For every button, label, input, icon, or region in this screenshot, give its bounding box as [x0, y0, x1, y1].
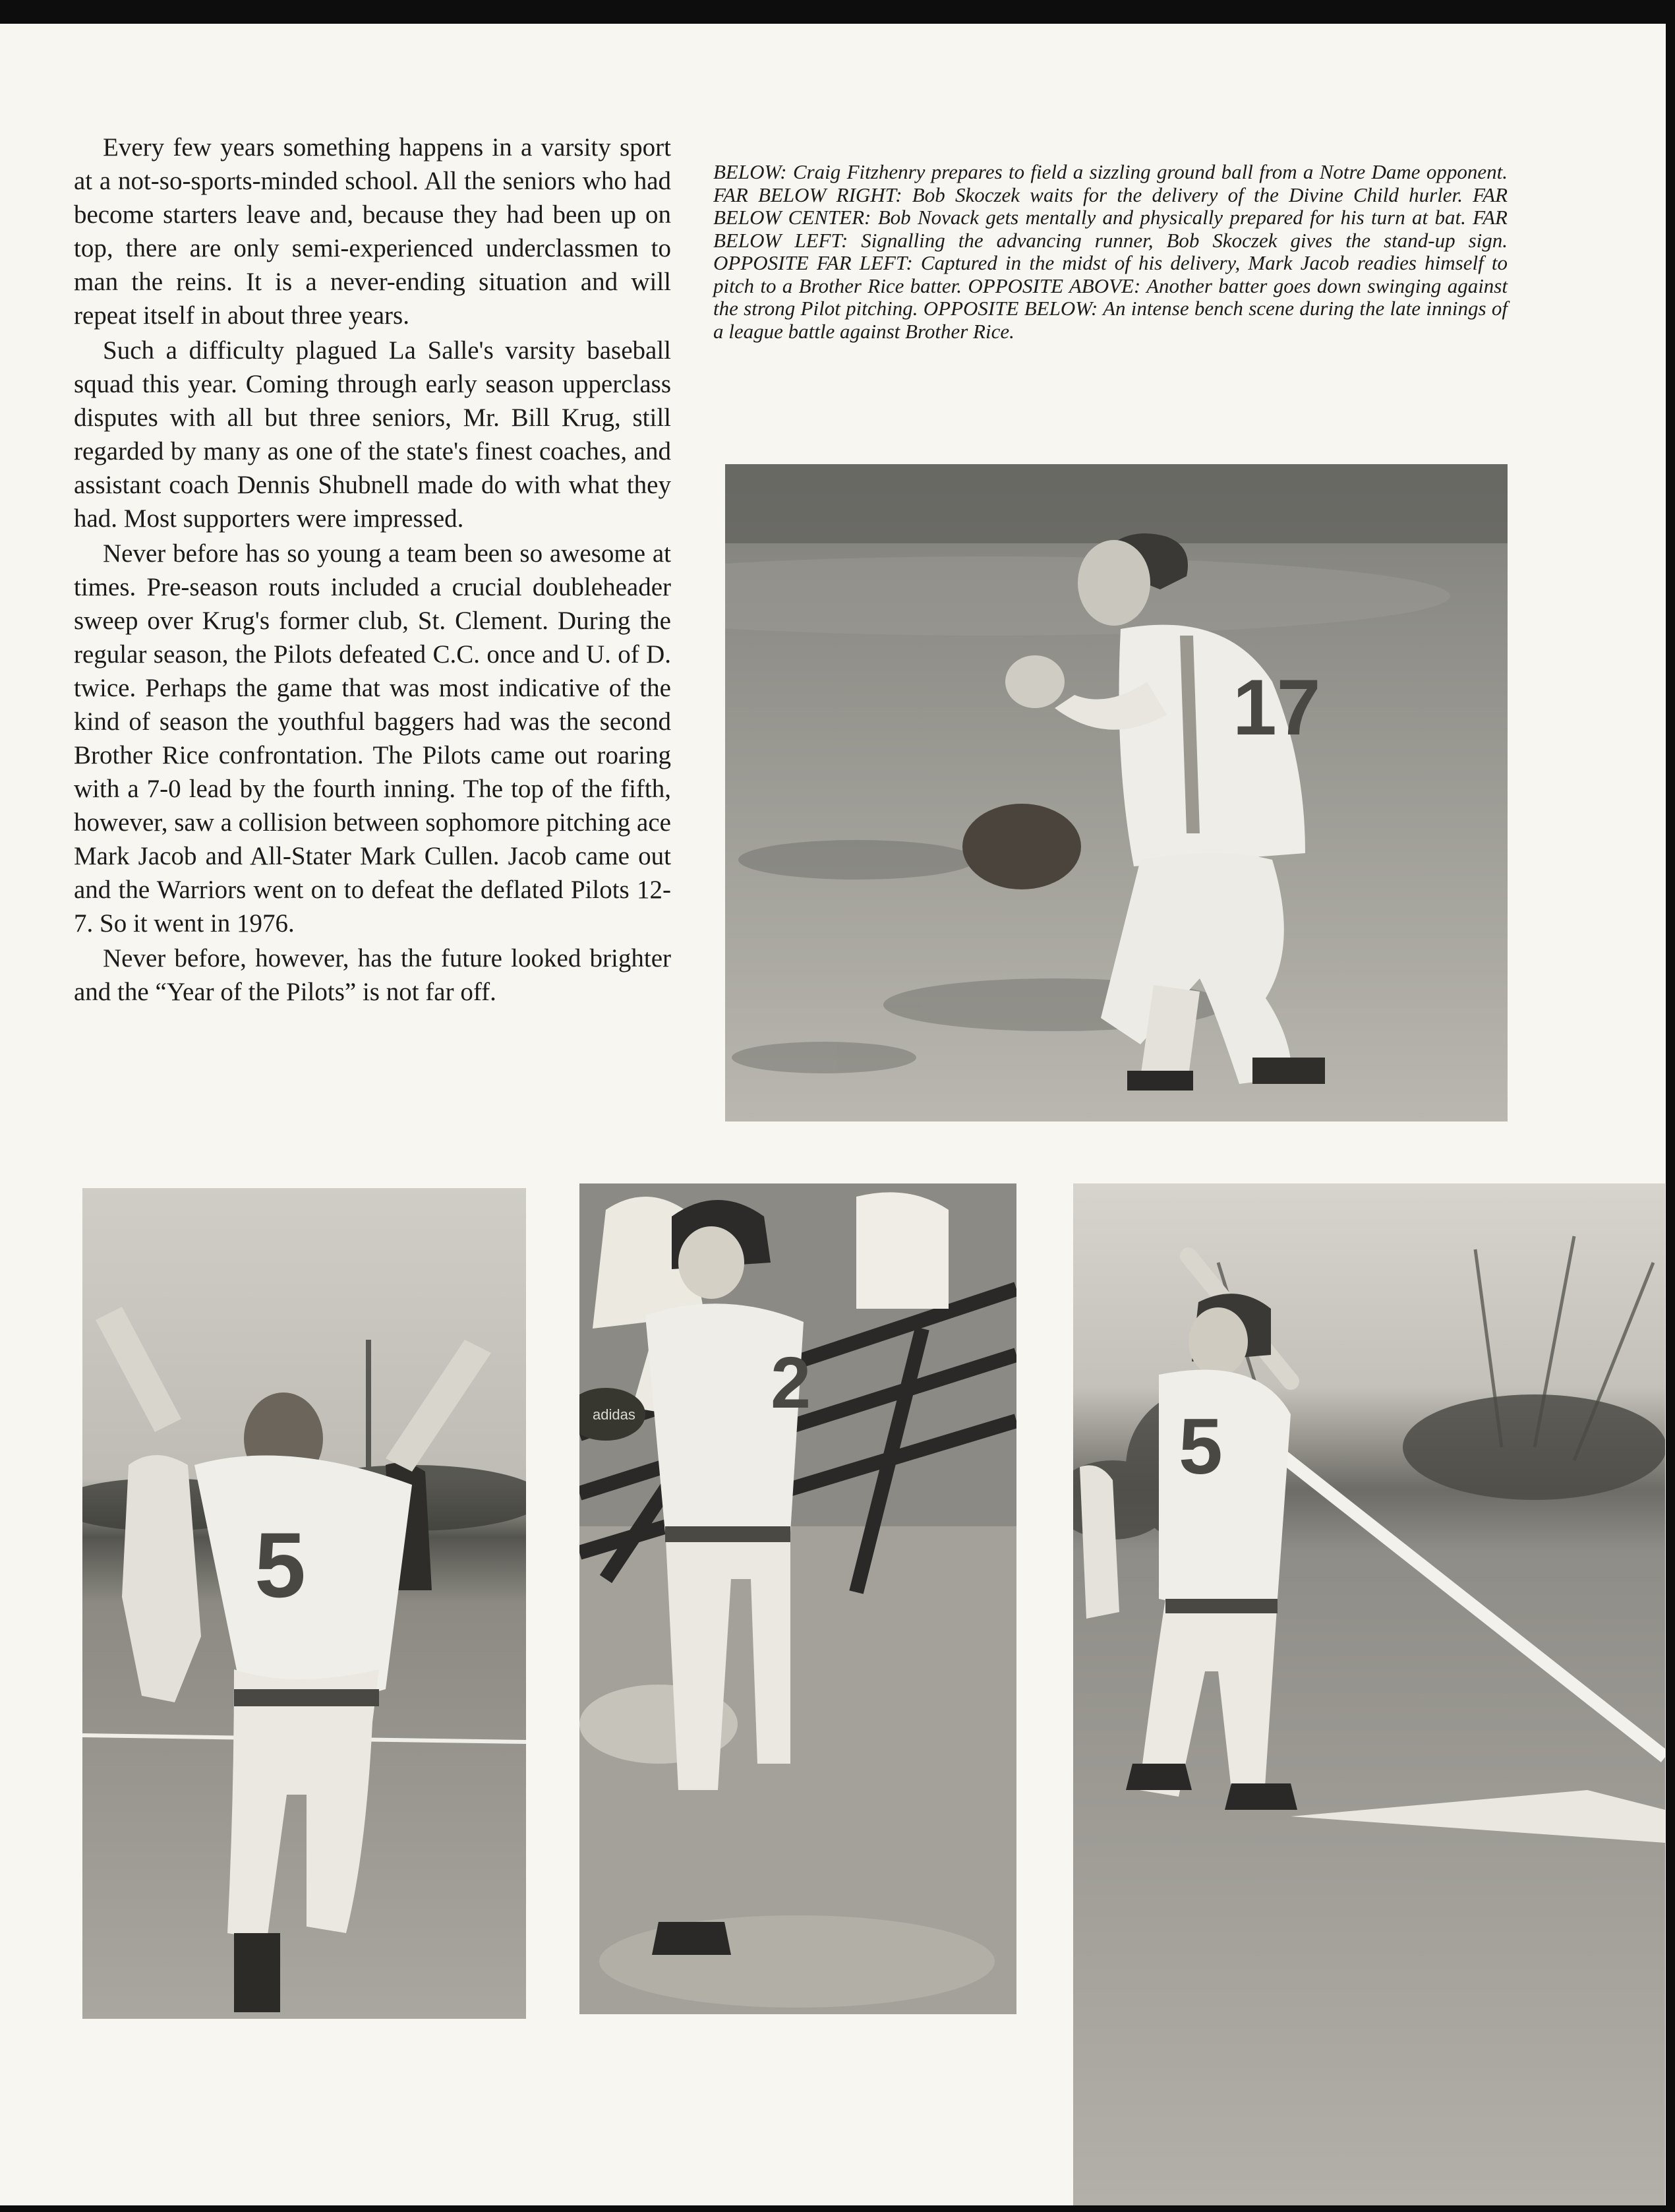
jersey-number-batter: 5 — [1179, 1402, 1223, 1491]
article-body — [74, 131, 671, 1010]
photo-batter — [1073, 1183, 1665, 2205]
photo-stand — [579, 1183, 1016, 2014]
photo-signal — [82, 1188, 526, 2019]
article-paragraph: Never before has so young a team been so awesome at times. Pre-season routs included a crucial doubleheader sweep over Krug's former club, St. Clement. During the regular season, the Pilots defeated C.C. once and U. of D. twice. Perhaps the game that was most indicative of the kind of season the youthful baggers had was the second Brother Rice confrontation. The Pilots came out roaring with a 7-0 lead by the fourth inning. The top of the fifth, however, saw a collision between sophomore pitching ace Mark Jacob and All-Stater Mark Cullen. Jacob came out and the Warriors went on to defeat the deflated Pilots 12-7. So it went in 1976. — [74, 539, 671, 938]
article-paragraph: Such a difficulty plagued La Salle's varsity baseball squad this year. Coming through early season upperclass disputes with all but three seniors, Mr. Bill Krug, still regarded by many as one of the state's finest coaches, and assistant coach Dennis Shubnell made do with what they had. Most supporters were impressed. — [74, 336, 671, 533]
photo-caption: BELOW: Craig Fitzhenry prepares to field a sizzling ground ball from a Notre Dame opponent. FAR BELOW RIGHT: Bob Skoczek waits for the delivery of the Divine Child hurler. FAR BELOW CENTER: Bob Novack gets mentally and physically prepared for his turn at bat. FAR BELOW LEFT: Signalling the advancing runner, Bob Skoczek gives the stand-up sign. OPPOSITE FAR LEFT: Captured in the midst of his delivery, Mark Jacob readies himself to pitch to a Brother Rice batter. OPPOSITE ABOVE: Another batter goes down swinging against the strong Pilot pitching. OPPOSITE BELOW: An intense bench scene during the late innings of a league battle against Brother Rice. — [713, 160, 1508, 343]
scan-edge-right — [1666, 0, 1675, 2212]
bag-logo: adidas — [593, 1406, 635, 1423]
scan-edge-top — [0, 0, 1675, 24]
jersey-number-fielder: 17 — [1233, 663, 1321, 752]
jersey-number-stand: 2 — [771, 1342, 811, 1423]
jersey-number-signal: 5 — [254, 1513, 306, 1617]
photo-fielder — [725, 464, 1508, 1121]
scan-edge-bottom — [0, 2205, 1675, 2212]
article-paragraph: Every few years something happens in a varsity sport at a not-so-sports-minded school. All the seniors who had become starters leave and, because they had been up on top, there are only semi-experienced underclassmen to man the reins. It is a never-ending situation and will repeat itself in about three years. — [74, 133, 671, 330]
article-paragraph: Never before, however, has the future looked brighter and the “Year of the Pilots” is not far off. — [74, 944, 671, 1006]
